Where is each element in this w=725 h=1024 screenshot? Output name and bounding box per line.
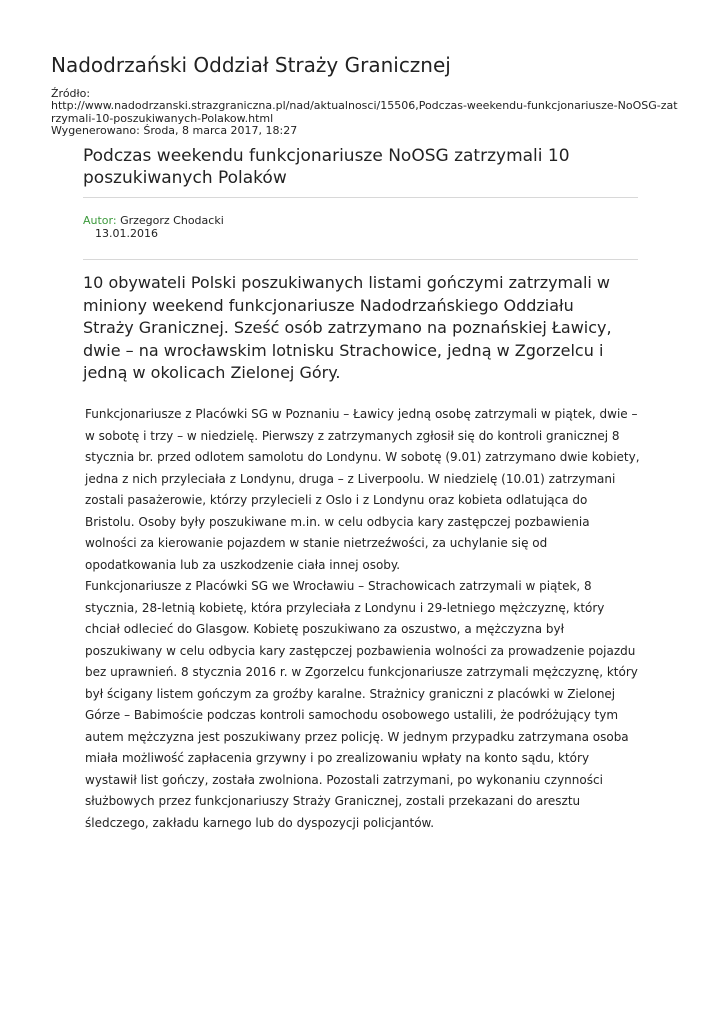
generated-timestamp: Wygenerowano: Środa, 8 marca 2017, 18:27 bbox=[51, 123, 298, 137]
byline bbox=[83, 215, 224, 240]
author-name: Grzegorz Chodacki bbox=[120, 214, 224, 227]
body-paragraph: Funkcjonariusze z Placówki SG we Wrocławiu – Strachowicach zatrzymali w piątek, 8 stycznia, 28-letnią kobietę, która przyleciała z Londynu i 29-letniego mężczyznę, który chciał odlecieć do Glasgow. Kobietę poszukiwano za oszustwo, a mężczyzna był poszukiwany w celu odbycia kary zastępczej pozbawienia wolności za prowadzenie pojazdu bez uprawnień. 8 stycznia 2016 r. w Zgorzelcu funkcjonariusze zatrzymali mężczyznę, który był ścigany listem gończym za groźby karalne. Strażnicy graniczni z placówki w Zielonej Górze – Babimoście podczas kontroli samochodu osobowego ustalili, że podróżujący tym autem mężczyzna jest poszukiwany przez policję. W jednym przypadku zatrzymana osoba miała możliwość zapłacenia grzywny i po zrealizowaniu wpłaty na konto sądu, który wystawił list gończy, została zwolniona. Pozostali zatrzymani, po wykonaniu czynności służbowych przez funkcjonariuszy Straży Granicznej, zostali przekazani do aresztu śledczego, zakładu karnego lub do dyspozycji policjantów. bbox=[85, 579, 638, 830]
author-label: Autor: bbox=[83, 214, 117, 227]
title-divider bbox=[83, 197, 638, 198]
byline-divider bbox=[83, 259, 638, 260]
article-body bbox=[85, 404, 640, 834]
article-date: 13.01.2016 bbox=[95, 226, 158, 240]
source-label: Źródło: bbox=[51, 87, 91, 100]
article-title: Podczas weekendu funkcjonariusze NoOSG zatrzymali 10 poszukiwanych Polaków bbox=[83, 146, 570, 188]
article-lead: 10 obywateli Polski poszukiwanych listami gończymi zatrzymali w miniony weekend funkcjonariusze Nadodrzańskiego Oddziału Straży Granicznej. Sześć osób zatrzymano na poznańskiej Ławicy, dwie – na wrocławskim lotnisku Strachowice, jedną w Zgorzelcu i jedną w okolicach Zielonej Góry. bbox=[83, 273, 612, 383]
source-meta bbox=[51, 88, 681, 137]
site-title: Nadodrzański Oddział Straży Granicznej bbox=[51, 53, 451, 77]
source-url: http://www.nadodrzanski.strazgraniczna.pl/nad/aktualnosci/15506,Podczas-weekendu-funkcjonariusze-NoOSG-zatrzymali-10-poszukiwanych-Polakow.html bbox=[51, 99, 678, 125]
body-paragraph: Funkcjonariusze z Placówki SG w Poznaniu – Ławicy jedną osobę zatrzymali w piątek, dwie – w sobotę i trzy – w niedzielę. Pierwszy z zatrzymanych zgłosił się do kontroli granicznej 8 stycznia br. przed odlotem samolotu do Londynu. W sobotę (9.01) zatrzymano dwie kobiety, jedna z nich przyleciała z Londynu, druga – z Liverpoolu. W niedzielę (10.01) zatrzymani zostali pasażerowie, którzy przylecieli z Oslo i z Londynu oraz kobieta odlatująca do Bristolu. Osoby były poszukiwane m.in. w celu odbycia kary zastępczej pozbawienia wolności za kierowanie pojazdem w stanie nietrzeźwości, za uchylanie się od opodatkowania lub za uszkodzenie ciała innej osoby. bbox=[85, 407, 640, 572]
